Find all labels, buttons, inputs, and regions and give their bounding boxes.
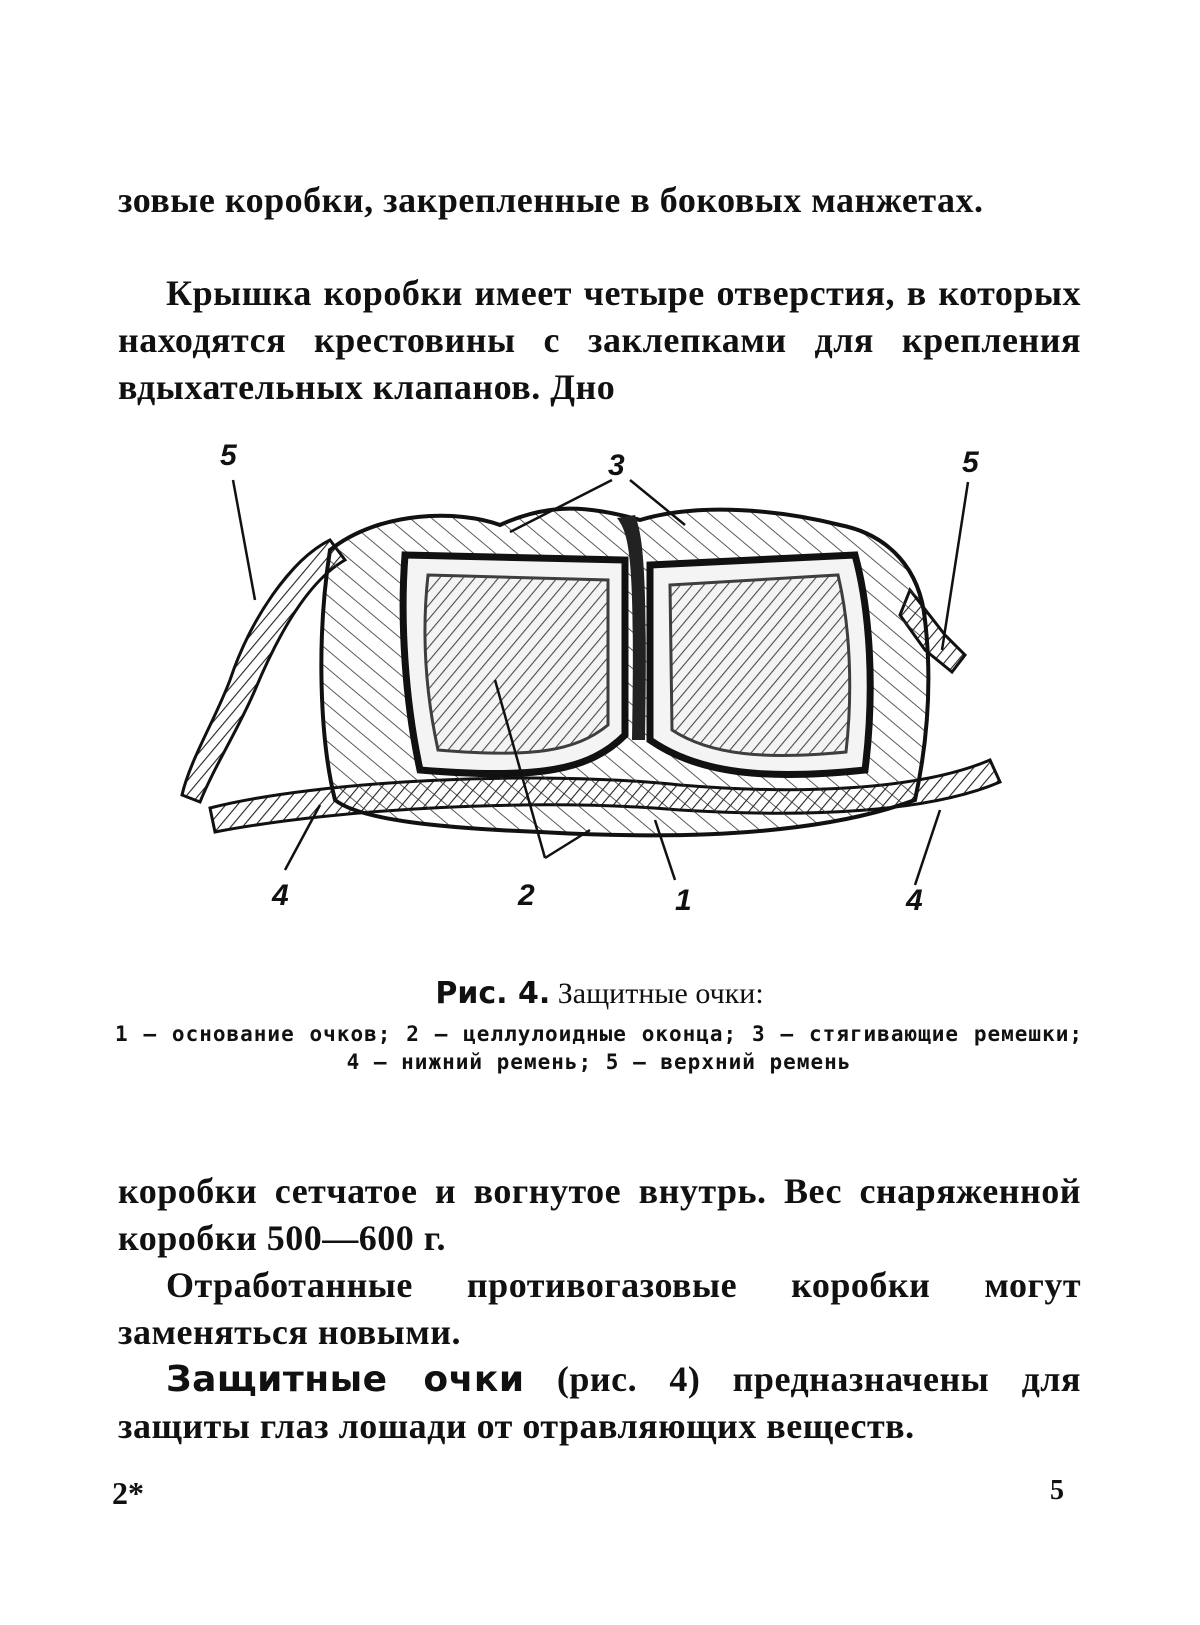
figure-goggles <box>120 440 1080 950</box>
figure-title: Защитные очки: <box>550 977 764 1010</box>
left-window <box>425 575 608 753</box>
figure-caption <box>118 975 1081 1013</box>
label-2: 2 <box>518 879 535 912</box>
paragraph-4: Отработанные противогазовые коробки могут заменяться новыми. <box>118 1265 1081 1352</box>
paragraph-5 <box>118 1356 1081 1450</box>
label-1: 1 <box>675 884 692 917</box>
figure-number: Рис. 4. <box>435 976 551 1011</box>
signature-mark: 2* <box>112 1475 144 1511</box>
paragraph-2: Крышка коробки имеет четыре отверстия, в которых находятся крестовины с заклепками для крепления вдыхательных клапанов. Дно <box>118 273 1081 407</box>
paragraph-3: коробки сетчатое и вогнутое внутрь. Вес снаряженной коробки 500—600 г. <box>118 1171 1081 1258</box>
label-4-right: 4 <box>906 884 923 917</box>
right-window <box>670 575 850 756</box>
label-3: 3 <box>608 449 625 482</box>
label-5-left: 5 <box>220 440 237 472</box>
page-number: 5 <box>1050 1475 1064 1506</box>
label-5-right: 5 <box>962 446 979 479</box>
term-protective-goggles: Защитные очки <box>166 1359 525 1400</box>
goggles-illustration <box>120 440 1080 950</box>
figure-legend: 1 — основание очков; 2 — целлулоидные оконца; 3 — стягивающие ремешки; 4 — нижний ремень; 5 — верхний ремень <box>115 1022 1083 1074</box>
paragraph-5-rest: (рис. 4) предназначены для защиты глаз лошади от отравляющих веществ. <box>118 1359 1081 1446</box>
label-4-left: 4 <box>272 879 289 912</box>
paragraph-1: зовые коробки, закрепленные в боковых манжетах. <box>118 180 984 220</box>
